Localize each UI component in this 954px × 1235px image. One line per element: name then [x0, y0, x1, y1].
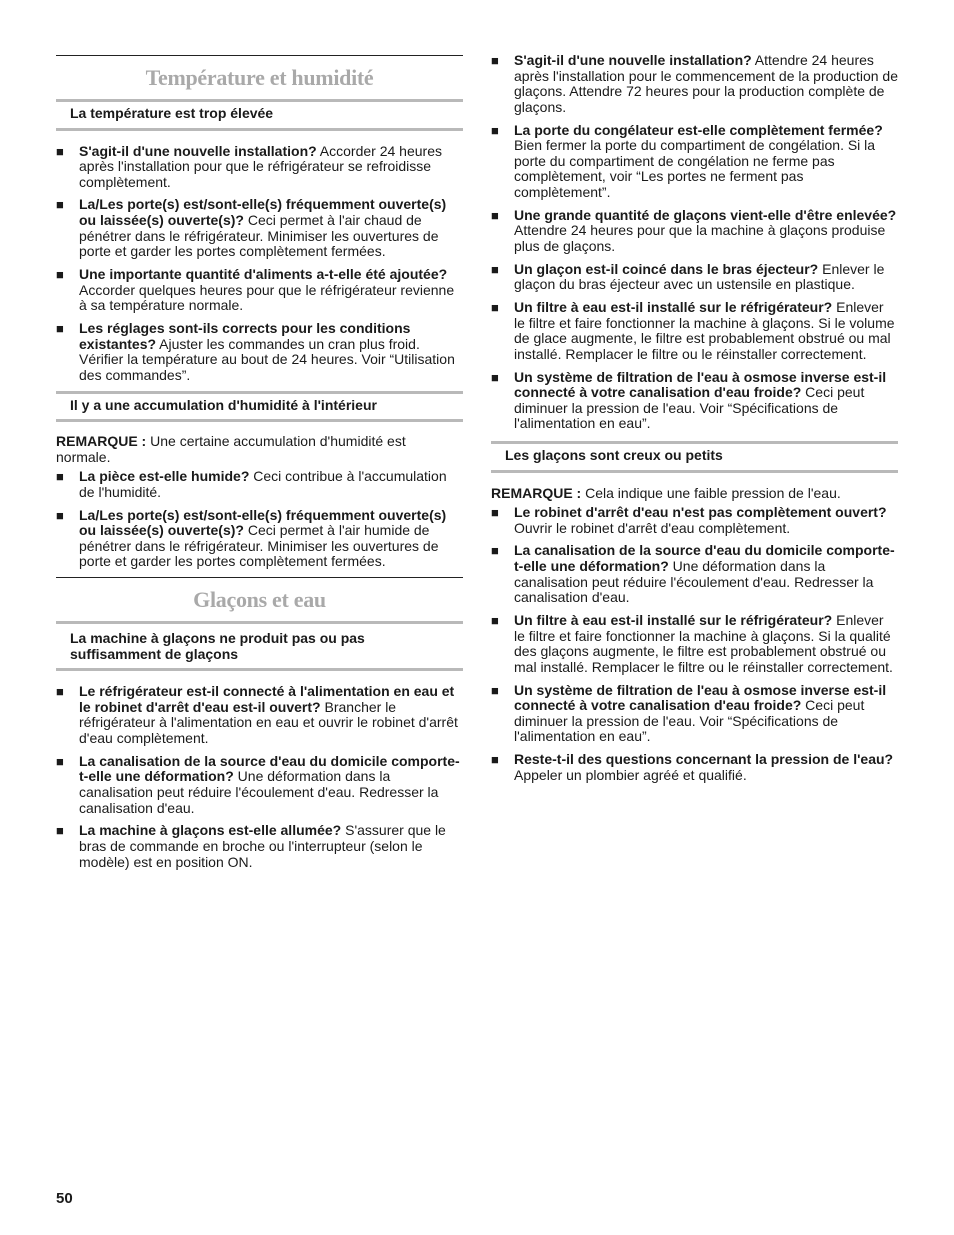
list-item	[491, 683, 898, 745]
list-hollow-ice	[491, 505, 898, 783]
question-text: S'agit-il d'une nouvelle installation?	[514, 52, 752, 68]
question-text: Un glaçon est-il coincé dans le bras éjecteur?	[514, 260, 819, 277]
bullet-square-icon: ■	[491, 505, 499, 521]
note-text: Une certaine accumulation d'humidité est normale.	[56, 433, 406, 465]
question-text: Le robinet d'arrêt d'eau n'est pas complètement ouvert?	[514, 504, 887, 521]
note-label: REMARQUE :	[56, 433, 147, 450]
section-title-ice-water: Glaçons et eau	[193, 587, 326, 613]
note-text: Cela indique une faible pression de l'eau.	[581, 484, 841, 501]
list-ice-maker	[56, 684, 463, 870]
bullet-square-icon: ■	[56, 197, 64, 213]
answer-text: Attendre 24 heures pour que la machine à glaçons produise plus de glaçons.	[514, 222, 886, 254]
note-humidity	[56, 434, 463, 465]
question-text: Le réfrigérateur est-il connecté à l'alimentation en eau et le robinet d'arrêt d'eau est-il ouvert?	[79, 683, 455, 715]
list-item	[491, 208, 898, 255]
bullet-square-icon: ■	[56, 507, 64, 523]
answer-text: S'assurer que le bras de commande en broche ou l'interrupteur (selon le modèle) est en position ON.	[79, 822, 446, 870]
list-item	[56, 823, 463, 870]
bullet-square-icon: ■	[491, 682, 499, 698]
answer-text: Ceci peut diminuer la pression de l'eau. Voir “Spécifications de l'alimentation en eau”.	[514, 697, 865, 745]
list-item	[491, 53, 898, 115]
list-item	[56, 197, 463, 259]
subheading-hollow-ice: Les glaçons sont creux ou petits	[491, 441, 898, 473]
bullet-square-icon: ■	[56, 267, 64, 283]
question-text: Reste-t-il des questions concernant la pression de l'eau?	[514, 751, 894, 768]
bullet-square-icon: ■	[56, 469, 64, 485]
list-item	[491, 123, 898, 201]
question-text: La canalisation de la source d'eau du domicile comporte-t-elle une déformation?	[79, 752, 460, 785]
question-text: La canalisation de la source d'eau du domicile comporte-t-elle une déformation?	[514, 542, 895, 575]
answer-text: Attendre 24 heures après l'installation pour le commencement de la production de glaçons. Attendre 72 heures pour la production complète de glaçons.	[514, 52, 899, 115]
note-low-pressure	[491, 486, 898, 502]
list-ice-maker-continued	[491, 53, 898, 432]
answer-text: Ceci peut diminuer la pression de l'eau. Voir “Spécifications de l'alimentation en eau”.	[514, 384, 865, 432]
question-text: La/Les porte(s) est/sont-elle(s) fréquemment ouverte(s) ou laissée(s) ouverte(s)?	[79, 506, 447, 539]
question-text: La/Les porte(s) est/sont-elle(s) fréquemment ouverte(s) ou laissée(s) ouverte(s)?	[79, 196, 447, 229]
bullet-square-icon: ■	[491, 207, 499, 223]
subheading-humidity: Il y a une accumulation d'humidité à l'intérieur	[56, 391, 463, 423]
list-item	[491, 370, 898, 432]
bullet-square-icon: ■	[491, 261, 499, 277]
question-text: Un système de filtration de l'eau à osmose inverse est-il connecté à votre canalisation d'eau froide?	[514, 368, 887, 401]
list-temperature-too-high	[56, 144, 463, 384]
list-item	[56, 267, 463, 314]
bullet-square-icon: ■	[56, 823, 64, 839]
list-item	[491, 752, 898, 783]
subheading-ice-maker: La machine à glaçons ne produit pas ou pas suffisamment de glaçons	[56, 621, 463, 671]
question-text: La porte du congélateur est-elle complètement fermée?	[514, 121, 883, 138]
question-text: La pièce est-elle humide?	[79, 468, 250, 485]
bullet-square-icon: ■	[56, 684, 64, 700]
answer-text: Accorder 24 heures après l'installation pour que le réfrigérateur se refroidisse complètement.	[79, 142, 442, 190]
answer-text: Ceci permet à l'air humide de pénétrer dans le réfrigérateur. Minimiser les ouvertures de porte et garder les portes complètement fermées.	[79, 522, 439, 570]
subheading-temperature-too-high: La température est trop élevée	[56, 99, 463, 131]
bullet-square-icon: ■	[491, 752, 499, 768]
list-item	[491, 262, 898, 293]
section-header-ice	[56, 577, 463, 621]
answer-text: Enlever le filtre et faire fonctionner la machine à glaçons. Si le volume de glace augmente, le filtre est probablement obstrué ou mal installé. Remplacer le filtre ou le réinstaller correctement.	[514, 299, 895, 362]
question-text: La machine à glaçons est-elle allumée?	[79, 822, 342, 839]
list-item	[491, 543, 898, 605]
question-text: S'agit-il d'une nouvelle installation?	[79, 142, 317, 159]
bullet-square-icon: ■	[491, 613, 499, 629]
list-item	[56, 754, 463, 816]
list-item	[491, 505, 898, 536]
question-text: Un système de filtration de l'eau à osmose inverse est-il connecté à votre canalisation d'eau froide?	[514, 681, 887, 714]
answer-text: Brancher le réfrigérateur à l'alimentation en eau et ouvrir le robinet d'arrêt d'eau complètement.	[79, 698, 458, 746]
answer-text: Ouvrir le robinet d'arrêt d'eau complètement.	[514, 519, 791, 536]
left-column	[56, 55, 463, 877]
question-text: Une grande quantité de glaçons vient-elle d'être enlevée?	[514, 206, 897, 223]
answer-text: Ajuster les commandes un cran plus froid. Vérifier la température au bout de 24 heures. Voir “Utilisation des commandes”.	[79, 335, 455, 383]
list-item	[56, 144, 463, 191]
bullet-square-icon: ■	[491, 300, 499, 316]
right-column	[491, 52, 899, 791]
bullet-square-icon: ■	[56, 753, 64, 769]
section-header-temperature	[56, 55, 463, 99]
bullet-square-icon: ■	[56, 321, 64, 336]
list-item	[56, 469, 463, 500]
bullet-square-icon: ■	[491, 53, 499, 68]
answer-text: Ceci permet à l'air chaud de pénétrer dans le réfrigérateur. Minimiser les ouvertures de porte et garder les portes complètement fermées.	[79, 212, 439, 260]
bullet-square-icon: ■	[491, 369, 499, 385]
note-label: REMARQUE :	[491, 484, 582, 501]
list-item	[56, 321, 463, 383]
bullet-square-icon: ■	[491, 122, 499, 138]
answer-text: Accorder quelques heures pour que le réfrigérateur revienne à sa température normale.	[79, 281, 455, 314]
answer-text: Appeler un plombier agréé et qualifié.	[514, 766, 747, 783]
question-text: Un filtre à eau est-il installé sur le réfrigérateur?	[514, 612, 833, 629]
list-humidity	[56, 469, 463, 570]
bullet-square-icon: ■	[491, 543, 499, 559]
page-number: 50	[56, 1190, 73, 1207]
list-item	[491, 300, 898, 362]
question-text: Une importante quantité d'aliments a-t-elle été ajoutée?	[79, 266, 448, 283]
answer-text: Enlever le glaçon du bras éjecteur avec un ustensile en plastique.	[514, 260, 885, 293]
question-text: Un filtre à eau est-il installé sur le réfrigérateur?	[514, 299, 833, 316]
list-item	[491, 613, 898, 675]
answer-text: Bien fermer la porte du compartiment de congélation. Si la porte du compartiment de congélation ne ferme pas complètement, voir “Les portes ne ferment pas complètement”.	[514, 137, 876, 200]
answer-text: Une déformation dans la canalisation peut réduire l'écoulement d'eau. Redresser la canalisation d'eau.	[514, 558, 874, 606]
bullet-square-icon: ■	[56, 143, 64, 159]
list-item	[56, 684, 463, 746]
list-item	[56, 508, 463, 570]
answer-text: Enlever le filtre et faire fonctionner la machine à glaçons. Si la qualité des glaçons augmente, le filtre est probablement obstrué ou mal installé. Remplacer le filtre ou le réinstaller correctement.	[514, 612, 893, 675]
section-title-temperature: Température et humidité	[145, 65, 374, 90]
answer-text: Ceci contribue à l'accumulation de l'humidité.	[79, 468, 447, 500]
answer-text: Une déformation dans la canalisation peut réduire l'écoulement d'eau. Redresser la canalisation d'eau.	[79, 768, 439, 816]
question-text: Les réglages sont-ils corrects pour les conditions existantes?	[79, 320, 411, 352]
